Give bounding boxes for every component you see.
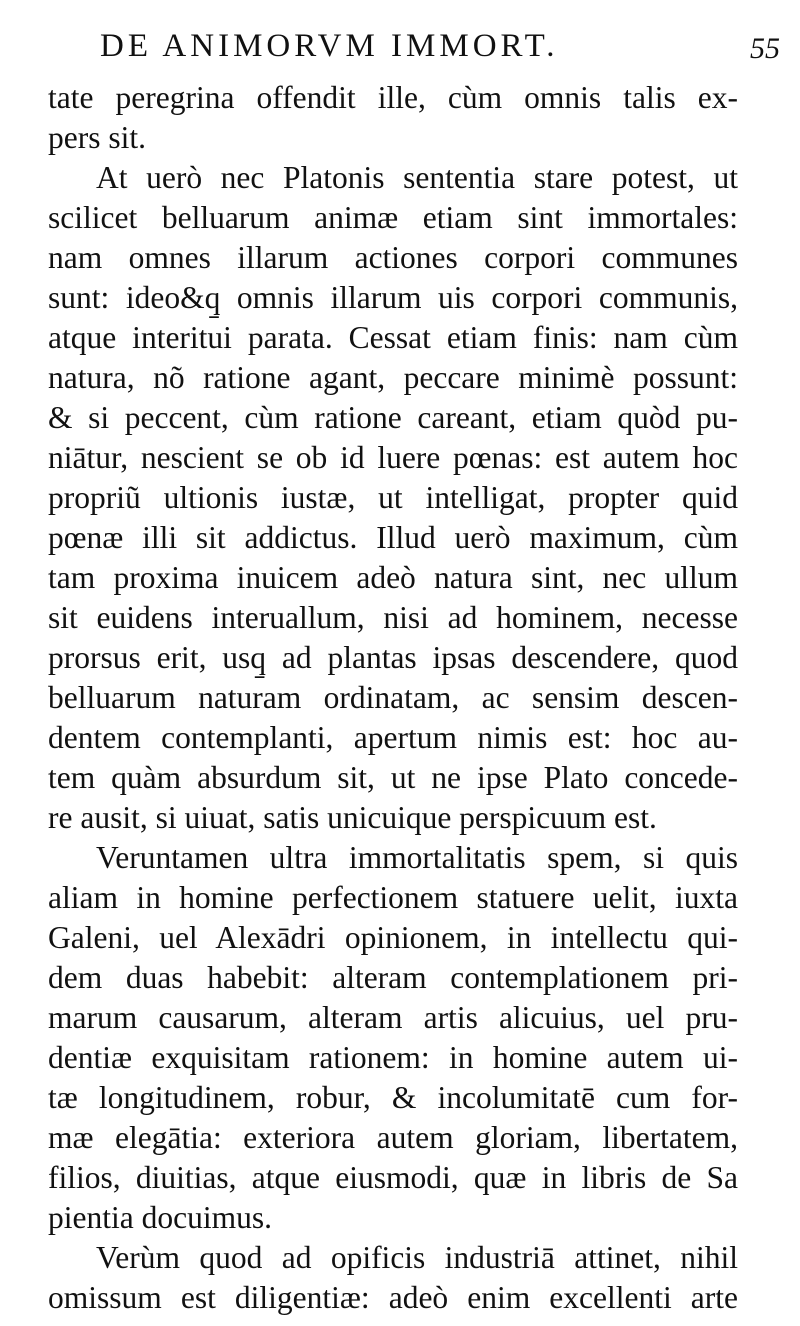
text-line: tæ longitudinem, robur, & incolumitatē cum for- bbox=[48, 1080, 738, 1115]
text-line: sunt: ideo&q̱ omnis illarum uis corpori communis, bbox=[48, 280, 738, 315]
paragraph-first-line: At uerò nec Platonis sententia stare potest, ut bbox=[96, 160, 738, 195]
paragraph-first-line: Verùm quod ad opificis industriā attinet, nihil bbox=[96, 1240, 738, 1275]
text-line: prorsus erit, usq̱ ad plantas ipsas descendere, quod bbox=[48, 640, 738, 675]
text-line: pœnæ illi sit addictus. Illud uerò maximum, cùm bbox=[48, 520, 738, 555]
text-line: natura, nõ ratione agant, peccare minimè possunt: bbox=[48, 360, 738, 395]
text-line: pers sit. bbox=[48, 120, 146, 155]
text-line: mæ elegātia: exteriora autem gloriam, libertatem, bbox=[48, 1120, 738, 1155]
text-line: sit euidens interuallum, nisi ad hominem, necesse bbox=[48, 600, 738, 635]
text-line: scilicet belluarum animæ etiam sint immortales: bbox=[48, 200, 738, 235]
page-number: 55 bbox=[750, 32, 780, 65]
text-line: marum causarum, alteram artis alicuius, uel pru- bbox=[48, 1000, 738, 1035]
text-line: niātur, nescient se ob id luere pœnas: est autem hoc bbox=[48, 440, 738, 475]
text-line: atque interitui parata. Cessat etiam finis: nam cùm bbox=[48, 320, 738, 355]
text-line: nam omnes illarum actiones corpori communes bbox=[48, 240, 738, 275]
paragraph-first-line: Veruntamen ultra immortalitatis spem, si quis bbox=[96, 840, 738, 875]
text-line: dentem contemplanti, apertum nimis est: hoc au- bbox=[48, 720, 738, 755]
text-line: & si peccent, cùm ratione careant, etiam quòd pu- bbox=[48, 400, 738, 435]
text-line: belluarum naturam ordinatam, ac sensim descen- bbox=[48, 680, 738, 715]
text-line: tate peregrina offendit ille, cùm omnis talis ex- bbox=[48, 80, 738, 115]
text-line: tam proxima inuicem adeò natura sint, nec ullum bbox=[48, 560, 738, 595]
text-line: tem quàm absurdum sit, ut ne ipse Plato concede- bbox=[48, 760, 738, 795]
text-line: propriũ ultionis iustæ, ut intelligat, propter quid bbox=[48, 480, 738, 515]
text-line: omissum est diligentiæ: adeò enim excellenti arte bbox=[48, 1280, 738, 1315]
text-line: dem duas habebit: alteram contemplationem pri- bbox=[48, 960, 738, 995]
text-line: pientia docuimus. bbox=[48, 1200, 272, 1235]
text-line: re ausit, si uiuat, satis unicuique perspicuum est. bbox=[48, 800, 657, 835]
text-line: aliam in homine perfectionem statuere uelit, iuxta bbox=[48, 880, 738, 915]
text-line: dentiæ exquisitam rationem: in homine autem ui- bbox=[48, 1040, 738, 1075]
text-line: filios, diuitias, atque eiusmodi, quæ in libris de Sa bbox=[48, 1160, 738, 1195]
running-head: DE ANIMORVM IMMORT. bbox=[100, 28, 559, 64]
text-line: Galeni, uel Alexādri opinionem, in intellectu qui- bbox=[48, 920, 738, 955]
page-header bbox=[100, 28, 780, 76]
